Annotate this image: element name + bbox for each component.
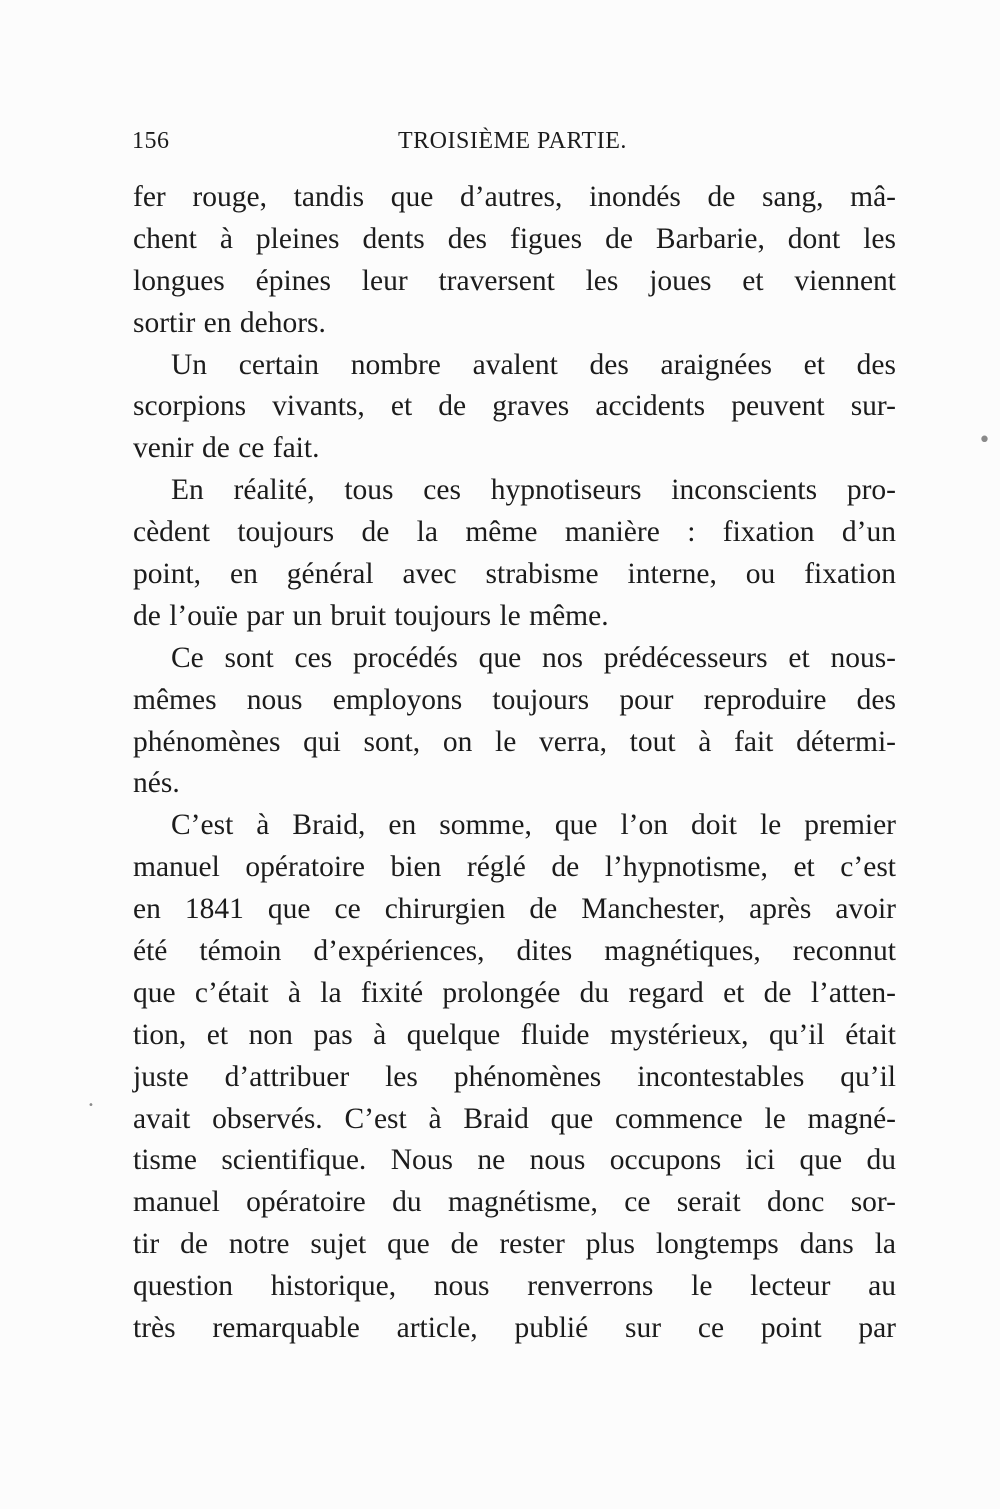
ink-speck: • [88, 1100, 94, 1111]
text-line: manuel opératoire du magnétisme, ce serait donc sor- [133, 1186, 896, 1219]
text-line: tir de notre sujet que de rester plus longtemps dans la [133, 1228, 896, 1261]
text-line: de l’ouïe par un bruit toujours le même. [133, 599, 609, 632]
text-line: mêmes nous employons toujours pour reproduire des [133, 683, 896, 716]
text-line: manuel opératoire bien réglé de l’hypnotisme, et c’est [133, 851, 896, 884]
ink-speck: • [978, 428, 991, 453]
text-line: phénomènes qui sont, on le verra, tout à fait détermi- [133, 725, 896, 758]
running-head [130, 128, 890, 158]
text-line: sortir en dehors. [133, 306, 326, 339]
running-title: TROISIÈME PARTIE. [398, 128, 627, 154]
text-line: fer rouge, tandis que d’autres, inondés de sang, mâ- [133, 181, 896, 213]
text-line: en 1841 que ce chirurgien de Manchester, après avoir [133, 893, 896, 926]
text-line: juste d’attribuer les phénomènes incontestables qu’il [133, 1060, 896, 1093]
text-line: avait observés. C’est à Braid que commence le magné- [133, 1102, 896, 1135]
text-line: Ce sont ces procédés que nos prédécesseurs et nous- [171, 641, 896, 674]
text-line: question historique, nous renverrons le lecteur au [133, 1270, 896, 1303]
text-line: longues épines leur traversent les joues et viennent [133, 264, 896, 297]
text-line: point, en général avec strabisme interne, ou fixation [133, 558, 896, 591]
body-text [133, 177, 896, 1350]
text-line: Un certain nombre avalent des araignées et des [171, 348, 896, 381]
text-line: tisme scientifique. Nous ne nous occupons ici que du [133, 1144, 896, 1177]
text-line: cèdent toujours de la même manière : fixation d’un [133, 516, 896, 549]
text-line: En réalité, tous ces hypnotiseurs inconscients pro- [171, 474, 896, 507]
text-line: C’est à Braid, en somme, que l’on doit le premier [171, 809, 896, 842]
text-line: venir de ce fait. [133, 432, 320, 465]
text-line: été témoin d’expériences, dites magnétiques, reconnut [133, 935, 896, 968]
text-line: scorpions vivants, et de graves accidents peuvent sur- [133, 390, 896, 423]
page-number: 156 [132, 128, 170, 154]
text-line: que c’était à la fixité prolongée du regard et de l’atten- [133, 976, 896, 1009]
text-line: chent à pleines dents des figues de Barbarie, dont les [133, 222, 896, 255]
text-line: tion, et non pas à quelque fluide mystérieux, qu’il était [133, 1018, 896, 1051]
text-line: très remarquable article, publié sur ce point par [133, 1312, 896, 1345]
text-line: nés. [133, 767, 180, 800]
